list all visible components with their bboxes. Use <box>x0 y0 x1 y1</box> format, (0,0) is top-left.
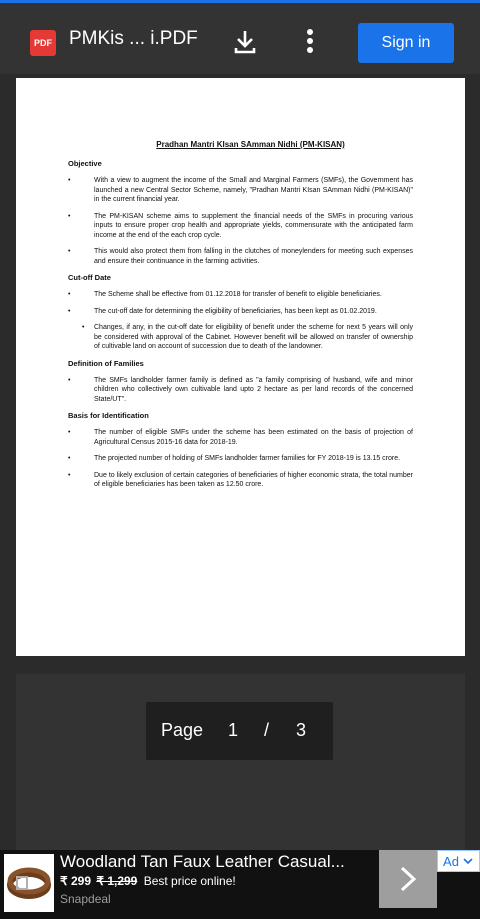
ad-source: Snapdeal <box>60 892 111 906</box>
bullet-symbol: • <box>82 324 85 331</box>
list-item <box>68 454 413 464</box>
pdf-page-1 <box>16 78 465 656</box>
list-item <box>68 247 413 266</box>
current-page-number: 1 <box>228 720 239 740</box>
list-item-text: This would also protect them from falling in the clutches of moneylenders for meeting such expenses and ensure their continuance in the farming activities. <box>94 248 413 265</box>
section-heading: Basis for Identification <box>68 411 149 420</box>
list-item <box>68 471 413 490</box>
ad-choices-badge[interactable] <box>437 850 480 872</box>
list-item-text: The number of eligible SMFs under the scheme has been estimated on the basis of projection of Agricultural Census 2015-16 data for 2018-19. <box>94 429 413 446</box>
list-item <box>68 323 413 352</box>
list-item <box>68 176 413 205</box>
ad-banner[interactable] <box>0 850 480 919</box>
section-heading: Definition of Families <box>68 358 144 368</box>
list-item-text: The SMFs landholder farmer family is defined as "a family comprising of husband, wife and minor children who collectively own cultivable land upto 2 hectare as per land records of the concerned State/UT". <box>94 376 413 403</box>
bullet-symbol: • <box>68 307 71 315</box>
list-item-text: The Scheme shall be effective from 01.12.2018 for transfer of benefit to eligible beneficiaries. <box>94 291 382 298</box>
ad-original-price: ₹ 1,299 <box>96 874 138 888</box>
list-item <box>68 290 413 300</box>
list-item <box>68 212 413 241</box>
ad-title[interactable]: Woodland Tan Faux Leather Casual... <box>60 852 345 871</box>
ad-price-row <box>60 874 236 888</box>
list-item <box>68 428 413 447</box>
bullet-symbol: • <box>68 429 71 436</box>
chevron-right-icon <box>396 864 420 894</box>
bullet-symbol: • <box>68 177 71 184</box>
bullet-symbol: • <box>68 248 71 255</box>
file-name: PMKis ... i.PDF <box>69 28 198 49</box>
download-icon[interactable] <box>230 27 260 57</box>
ad-thumbnail[interactable] <box>4 854 54 912</box>
list-item <box>68 307 413 317</box>
bullet-symbol: • <box>68 471 71 479</box>
viewer-toolbar <box>0 3 480 74</box>
sign-in-button[interactable]: Sign in <box>358 23 454 63</box>
ad-badge-label: Ad <box>443 853 459 869</box>
ad-next-button[interactable] <box>379 850 437 908</box>
bullet-symbol: • <box>68 212 71 220</box>
document-title: Pradhan Mantri KIsan SAmman Nidhi (PM-KISAN) <box>156 140 345 149</box>
chevron-down-icon <box>462 856 474 866</box>
ad-tagline: Best price online! <box>143 874 236 888</box>
section-heading: Cut-off Date <box>68 273 111 282</box>
belt-image-icon <box>7 863 51 903</box>
list-item <box>68 376 413 405</box>
page-indicator-label: Page <box>161 720 204 740</box>
bullet-symbol: • <box>68 291 71 298</box>
list-item-text: With a view to augment the income of the Small and Marginal Farmers (SMFs), the Government has launched a new Central Sector Scheme, namely, "Pradhan Mantri KIsan SAmman Nidhi (PM-KISAN)" in the current financial year. <box>94 177 413 203</box>
list-item-text: The projected number of holding of SMFs landholder farmer families for FY 2018-19 is 13.15 crore. <box>94 455 401 462</box>
bullet-symbol: • <box>68 455 71 462</box>
page-indicator <box>146 702 333 760</box>
ad-price: ₹ 299 <box>60 874 91 888</box>
more-vert-icon[interactable] <box>300 27 320 57</box>
pdf-file-icon: PDF <box>30 30 56 56</box>
list-item-text: Changes, if any, in the cut-off date for eligibility of benefit under the scheme for next 5 years will only be considered with approval of the Cabinet. However benefit will be allowed on transfer of ownership of cultivable land on account of succession due to death of the landowner. <box>94 324 413 350</box>
list-item-text: The cut-off date for determining the eligibility of beneficiaries, has been kept as 01.02.2019. <box>94 307 377 315</box>
section-heading: Objective <box>68 159 102 168</box>
list-item-text: The PM-KISAN scheme aims to supplement the financial needs of the SMFs in procuring various inputs to ensure proper crop health and appropriate yields, commensurate with the anticipated farm income at the end of the each crop cycle. <box>94 212 413 239</box>
list-item-text: Due to likely exclusion of certain categories of beneficiaries of higher economic strata, the total number of eligible beneficiaries has been taken as 12.50 crore. <box>94 471 413 488</box>
total-page-count: 3 <box>296 720 307 740</box>
bullet-symbol: • <box>68 376 71 384</box>
page-separator: / <box>264 720 270 740</box>
